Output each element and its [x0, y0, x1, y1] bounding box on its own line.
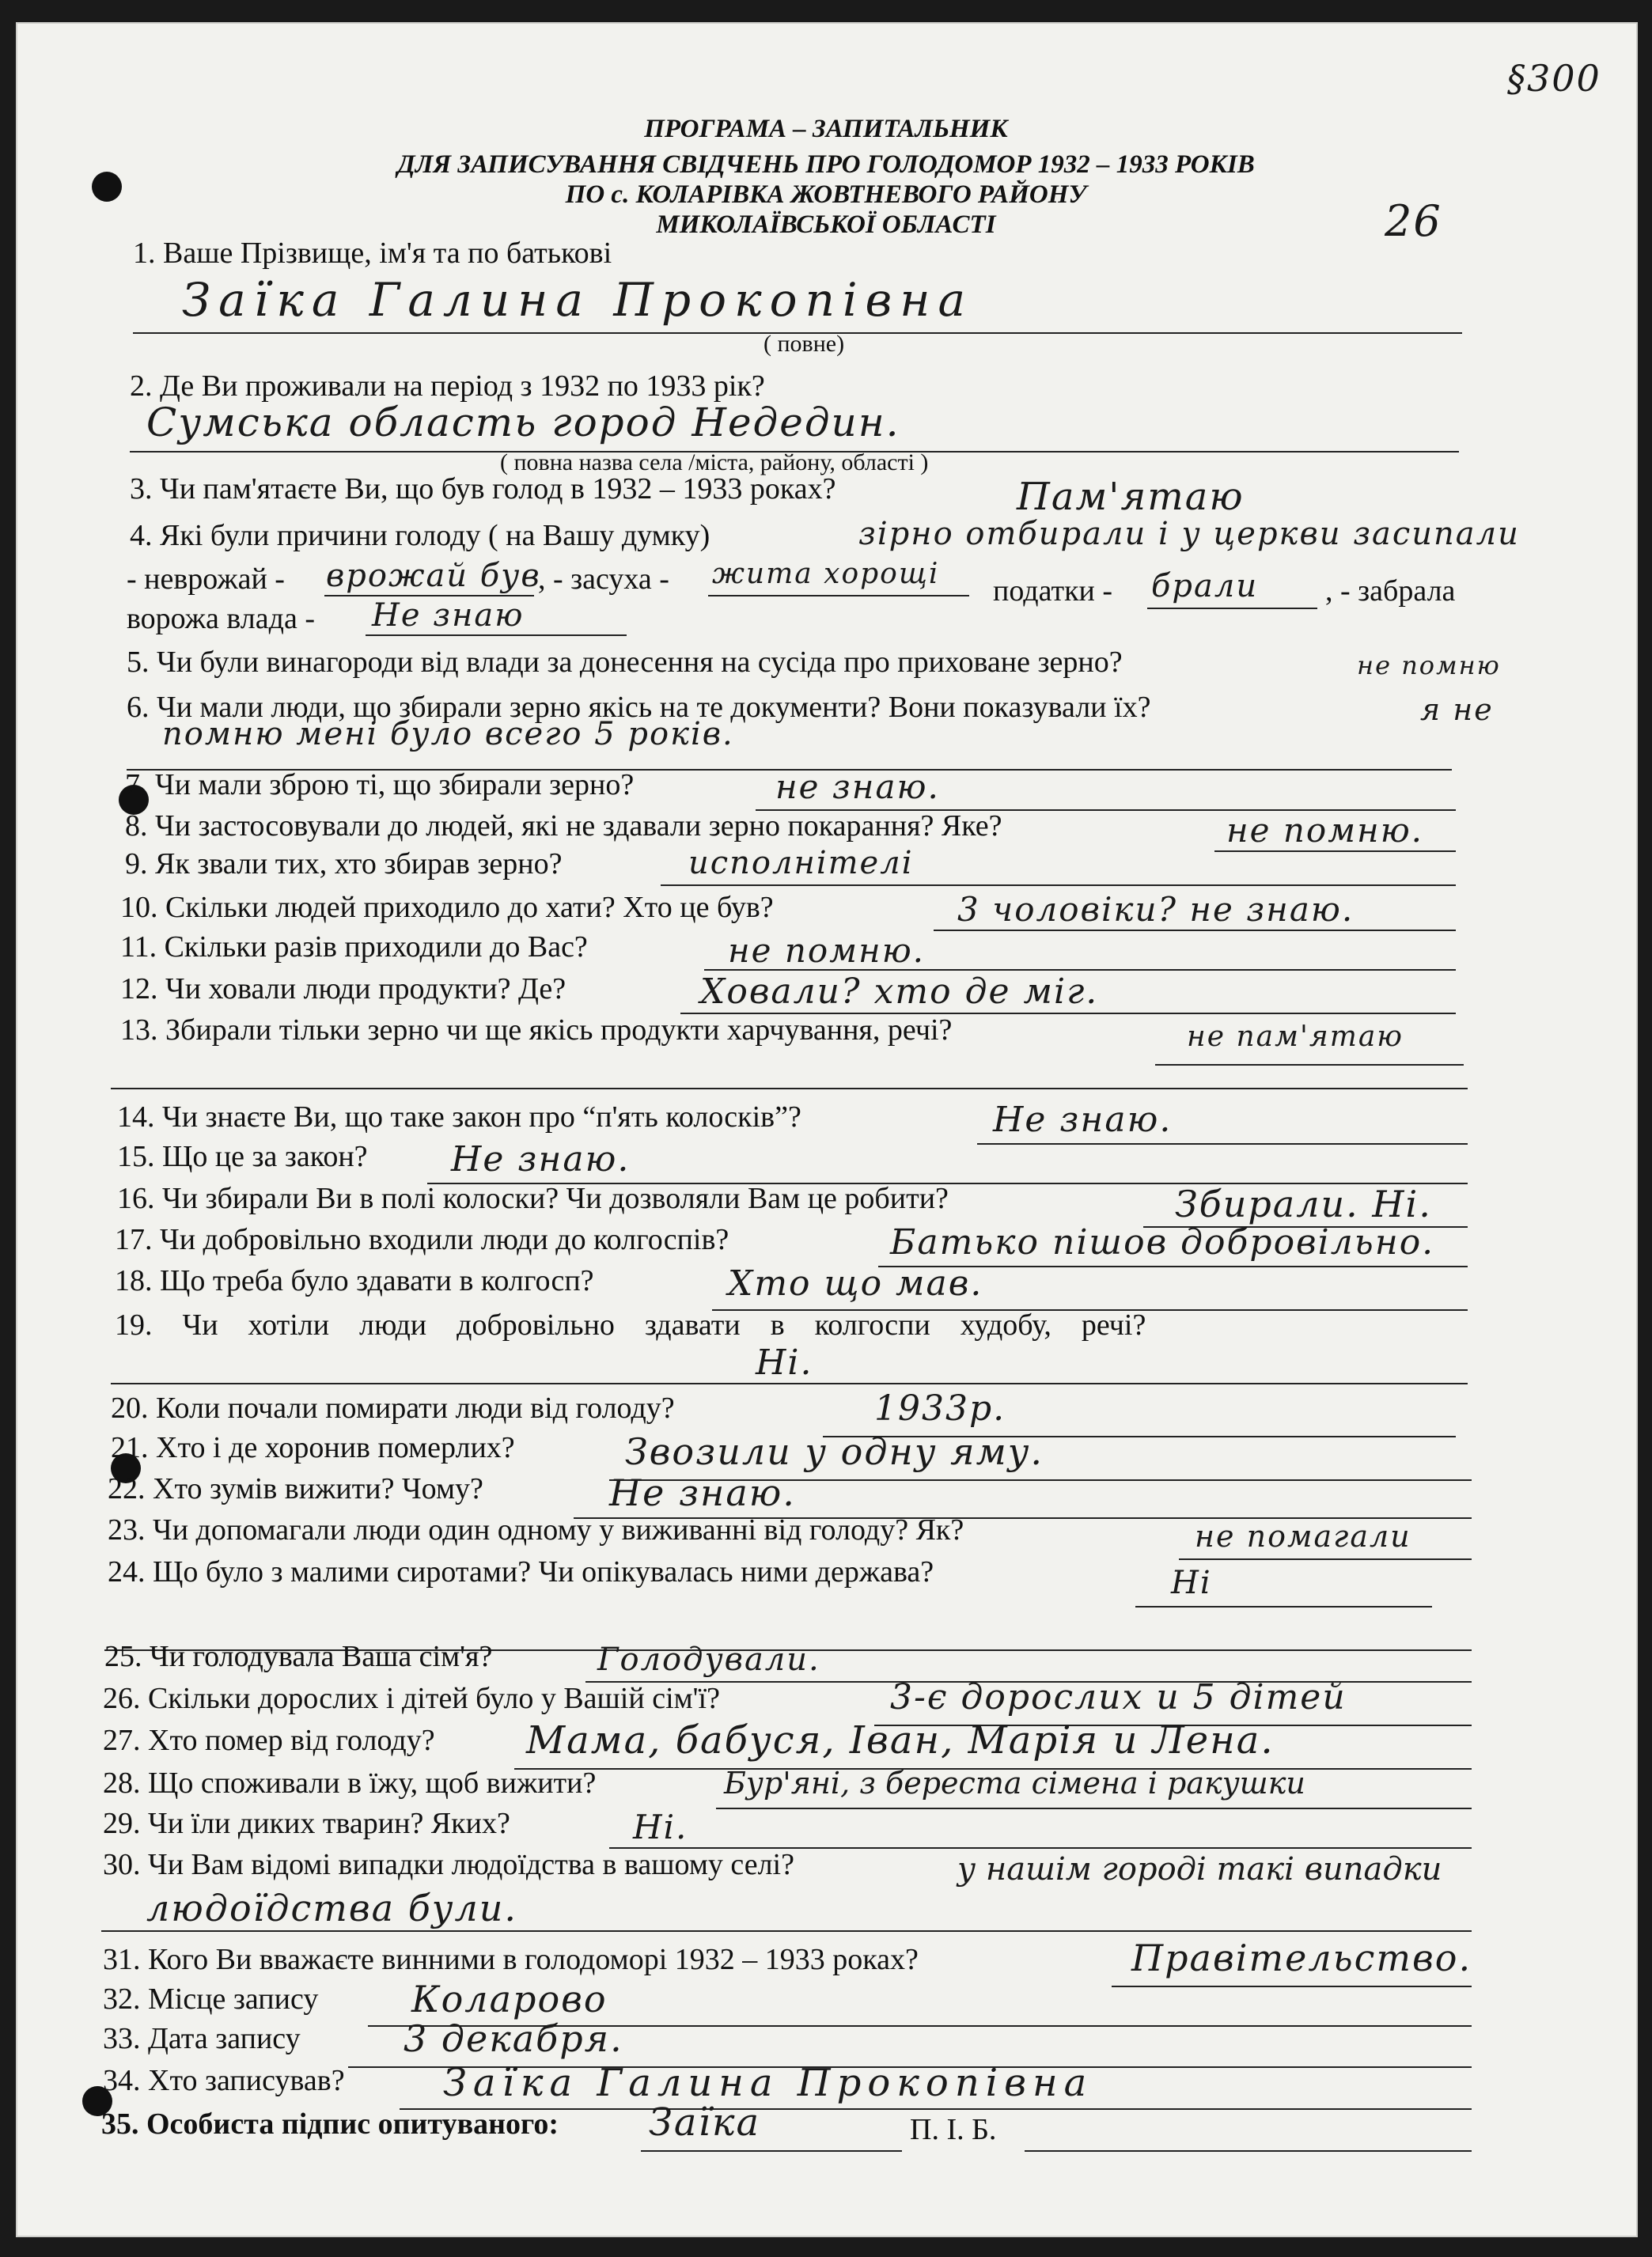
answer-19: Ні. — [756, 1342, 813, 1383]
answer-29: Ні. — [633, 1808, 688, 1846]
answer-28: Бур'яні, з береста сімена і ракушки — [724, 1766, 1305, 1801]
answer-14: Не знаю. — [993, 1100, 1173, 1140]
question-25: 25. Чи голодувала Ваша сім'я? — [104, 1640, 493, 1673]
page-mark: 26 — [1385, 196, 1442, 246]
answer-34: Заїка Галина Прокопівна — [443, 2061, 1093, 2105]
question-26: 26. Скільки дорослих і дітей було у Вашій сім'ї? — [103, 1682, 720, 1715]
answer-13: не пам'ятаю — [1187, 1021, 1404, 1053]
answer-26: 3-є дорослих и 5 дітей — [890, 1677, 1347, 1717]
answer-1: Заїка Галина Прокопівна — [182, 273, 974, 327]
question-12: 12. Чи ховали люди продукти? Де? — [120, 972, 566, 1005]
question-20: 20. Коли почали помирати люди від голоду? — [111, 1392, 675, 1425]
answer-32: Коларово — [411, 1978, 608, 2020]
answer-6-cont: помню мені було всего 5 років. — [162, 716, 734, 752]
answer-2: Сумська область город Недедин. — [146, 400, 900, 445]
answer-line — [101, 1930, 1472, 1932]
answer-30: у нашім городі такі випадки — [957, 1851, 1442, 1888]
question-9: 9. Як звали тих, хто збирав зерно? — [125, 847, 563, 880]
question-16: 16. Чи збирали Ви в полі колоски? Чи дозволяли Вам це робити? — [117, 1182, 949, 1215]
question-27: 27. Хто помер від голоду? — [103, 1724, 435, 1757]
answer-line — [716, 1808, 1472, 1809]
question-21: 21. Хто і де хоронив померлих? — [111, 1431, 515, 1464]
question-4-taxes: податки - — [993, 574, 1113, 608]
answer-line — [111, 1088, 1468, 1089]
pib-label: П. І. Б. — [910, 2113, 997, 2146]
answer-27: Мама, бабуся, Іван, Марія и Лена. — [526, 1718, 1275, 1763]
question-34: 34. Хто записував? — [103, 2064, 345, 2097]
question-22: 22. Хто зумів вижити? Чому? — [108, 1472, 483, 1505]
question-2: 2. Де Ви проживали на період з 1932 по 1933 рік? — [130, 369, 765, 403]
answer-20: 1933р. — [874, 1388, 1006, 1429]
form-title-line2: ДЛЯ ЗАПИСУВАННЯ СВІДЧЕНЬ ПРО ГОЛОДОМОР 1932 – 1933 РОКІВ — [397, 150, 1255, 179]
note-place-full: ( повна назва села /міста, району, області ) — [500, 449, 929, 475]
answer-8: не помню. — [1226, 811, 1424, 850]
answer-line — [1147, 608, 1317, 609]
question-33: 33. Дата запису — [103, 2022, 301, 2055]
form-title-line4: МИКОЛАЇВСЬКОЇ ОБЛАСТІ — [656, 210, 996, 239]
answer-line — [1155, 1064, 1464, 1066]
question-15: 15. Що це за закон? — [117, 1140, 368, 1173]
question-6: 6. Чи мали люди, що збирали зерно якісь на те документи? Вони показували їх? — [127, 691, 1151, 724]
answer-line — [934, 930, 1456, 931]
question-4-drought: , - засуха - — [538, 562, 669, 596]
answer-9: исполнітелі — [688, 845, 914, 881]
answer-line — [111, 1383, 1468, 1384]
question-4-drought-label: - неврожай - — [127, 562, 285, 596]
answer-12: Ховали? хто де міг. — [700, 971, 1099, 1012]
question-11: 11. Скільки разів приходили до Вас? — [120, 930, 588, 964]
answer-10: 3 чоловіки? не знаю. — [957, 890, 1355, 929]
answer-31: Правітельство. — [1131, 1937, 1472, 1979]
answer-33: 3 декабря. — [404, 2017, 623, 2060]
answer-6: я не — [1420, 692, 1494, 727]
question-24: 24. Що було з малими сиротами? Чи опікувалась ними держава? — [108, 1555, 934, 1589]
question-35: 35. Особиста підпис опитуваного: — [101, 2107, 559, 2141]
answer-23: не помагали — [1195, 1519, 1411, 1554]
question-23: 23. Чи допомагали люди один одному у виживанні від голоду? Як? — [108, 1513, 964, 1547]
question-4: 4. Які були причини голоду ( на Вашу думку) — [130, 519, 710, 552]
answer-4-crop-failure: врожай був — [326, 558, 541, 594]
answer-3: Пам'ятаю — [1017, 475, 1245, 519]
question-32: 32. Місце запису — [103, 1982, 319, 2016]
answer-15: Не знаю. — [451, 1139, 631, 1180]
answer-16: Збирали. Ні. — [1175, 1183, 1432, 1225]
question-4-took: , - забрала — [1325, 574, 1456, 608]
question-7: 7. Чи мали зброю ті, що збирали зерно? — [125, 768, 635, 801]
answer-11: не помню. — [728, 931, 926, 970]
answer-line — [1214, 850, 1456, 852]
question-17: 17. Чи добровільно входили люди до колгоспів? — [115, 1223, 729, 1256]
question-4-hostile-power: ворожа влада - — [127, 602, 315, 635]
answer-4-hostile-power: Не знаю — [372, 597, 525, 634]
answer-line — [324, 595, 534, 596]
question-30: 30. Чи Вам відомі випадки людоїдства в вашому селі? — [103, 1848, 794, 1881]
question-5: 5. Чи були винагороди від влади за донесення на сусіда про приховане зерно? — [127, 646, 1123, 679]
question-1: 1. Ваше Прізвище, ім'я та по батькові — [133, 237, 612, 270]
note-full: ( повне) — [763, 331, 845, 357]
answer-line — [1112, 1986, 1472, 1987]
answer-21: Звозили у одну яму. — [625, 1430, 1044, 1473]
answer-line — [400, 2108, 1472, 2110]
question-29: 29. Чи їли диких тварин? Яких? — [103, 1807, 510, 1840]
answer-line — [708, 595, 969, 596]
signature-line — [641, 2150, 902, 2152]
question-8: 8. Чи застосовували до людей, які не здавали зерно покарання? Яке? — [125, 809, 1002, 843]
answer-line — [661, 884, 1456, 886]
answer-line — [366, 634, 627, 636]
respondent-signature: Заїка — [649, 2100, 761, 2145]
question-18: 18. Що треба було здавати в колгосп? — [115, 1264, 594, 1297]
answer-4: зірно отбирали і у церкви засипали — [858, 516, 1520, 552]
archive-number: §300 — [1507, 57, 1601, 100]
question-19: 19. Чи хотіли люди добровільно здавати в колгоспи худобу, речі? — [115, 1308, 1146, 1342]
answer-18: Хто що мав. — [728, 1263, 983, 1304]
answer-24: Ні — [1171, 1565, 1212, 1601]
answer-line — [1135, 1606, 1432, 1608]
answer-4-taxes: брали — [1151, 568, 1259, 604]
question-3: 3. Чи пам'ятаєте Ви, що був голод в 1932 – 1933 роках? — [130, 472, 836, 506]
form-title-line1: ПРОГРАМА – ЗАПИТАЛЬНИК — [644, 115, 1008, 143]
answer-30-cont: людоїдства були. — [146, 1887, 517, 1929]
answer-5: не помню — [1357, 650, 1501, 680]
answer-17: Батько пішов добровільно. — [890, 1222, 1435, 1263]
answer-line — [977, 1143, 1468, 1145]
answer-25: Голодували. — [597, 1642, 820, 1678]
question-31: 31. Кого Ви вважаєте винними в голодоморі 1932 – 1933 роках? — [103, 1943, 919, 1976]
form-title-line3: ПО с. КОЛАРІВКА ЖОВТНЕВОГО РАЙОНУ — [565, 180, 1087, 209]
question-13: 13. Збирали тільки зерно чи ще якісь продукти харчування, речі? — [120, 1013, 953, 1047]
answer-7: не знаю. — [775, 767, 940, 806]
answer-line — [1179, 1558, 1472, 1560]
answer-22: Не знаю. — [609, 1471, 796, 1514]
question-14: 14. Чи знаєте Ви, що таке закон про “п'ять колосків”? — [117, 1100, 801, 1134]
question-10: 10. Скільки людей приходило до хати? Хто це був? — [120, 891, 774, 924]
answer-line — [704, 969, 1456, 971]
question-28: 28. Що споживали в їжу, щоб вижити? — [103, 1767, 597, 1800]
pib-line — [1025, 2150, 1472, 2152]
answer-4-drought: жита хорощі — [712, 558, 940, 590]
